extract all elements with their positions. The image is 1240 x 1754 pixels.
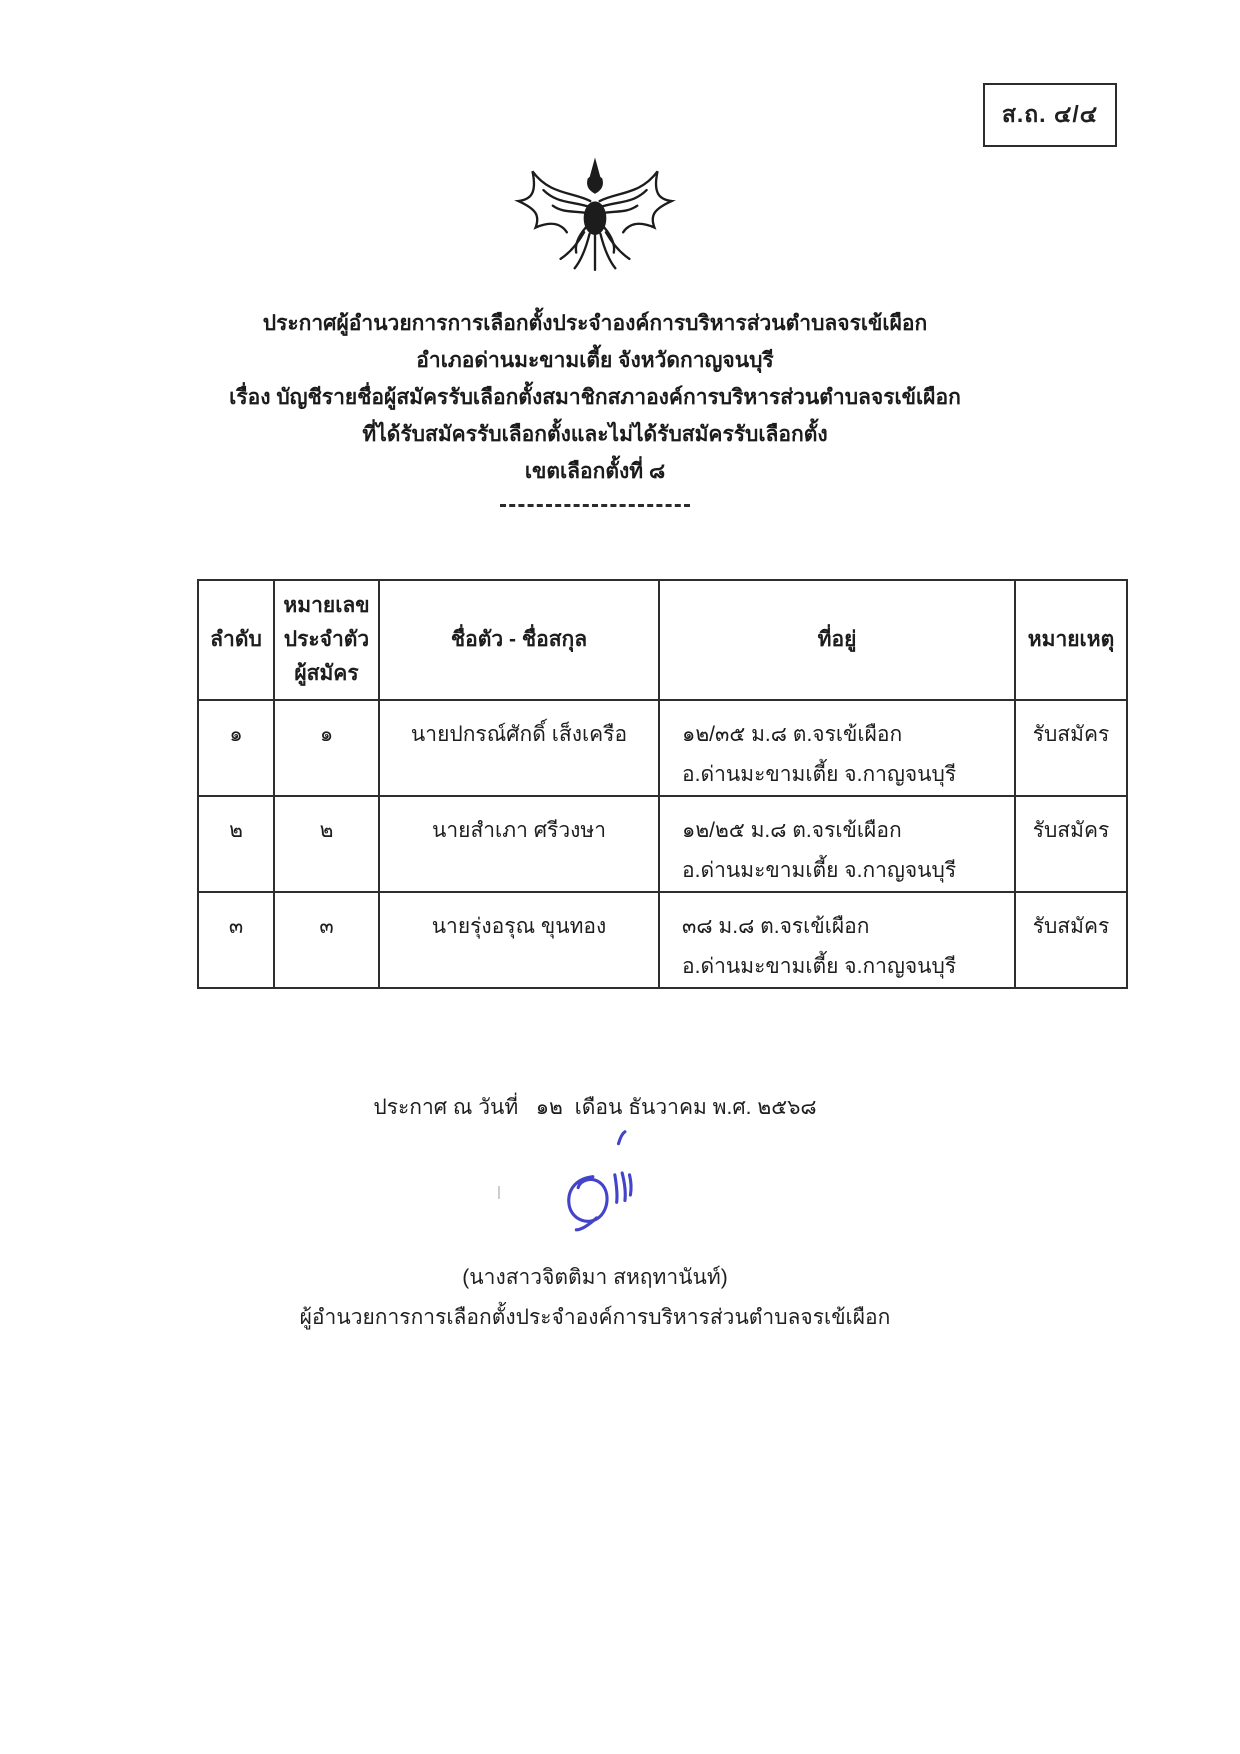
title-line-5: เขตเลือกตั้งที่ ๘ xyxy=(524,460,666,483)
cell-number: ๓ xyxy=(274,892,379,988)
cell-remark: รับสมัคร xyxy=(1015,892,1127,988)
cell-remark: รับสมัคร xyxy=(1015,796,1127,892)
cell-no: ๒ xyxy=(198,796,274,892)
table-row xyxy=(198,700,1127,796)
title-line-2: อำเภอด่านมะขามเตี้ย จังหวัดกาญจนบุรี xyxy=(416,349,774,372)
cell-no: ๓ xyxy=(198,892,274,988)
form-code-box xyxy=(983,83,1117,147)
address-line-1: ๑๒/๓๕ ม.๘ ต.จรเข้เผือก xyxy=(682,723,903,746)
header-candidate-number xyxy=(274,580,379,700)
header-address: ที่อยู่ xyxy=(659,580,1015,700)
header-no: ลำดับ xyxy=(198,580,274,700)
signer-title: ผู้อำนวยการการเลือกตั้งประจำองค์การบริหารส่วนตำบลจรเข้เผือก xyxy=(299,1306,891,1329)
document-content xyxy=(0,143,1190,1338)
header-candidate-number-line1: หมายเลข xyxy=(283,594,370,617)
table-row xyxy=(198,892,1127,988)
address-line-2: อ.ด่านมะขามเตี้ย จ.กาญจนบุรี xyxy=(682,859,957,882)
table-row xyxy=(198,796,1127,892)
title-line-4: ที่ได้รับสมัครรับเลือกตั้งและไม่ได้รับสมัครรับเลือกตั้ง xyxy=(362,423,828,446)
candidates-table xyxy=(197,579,1128,989)
signature-block xyxy=(18,1128,1208,1240)
address-line-2: อ.ด่านมะขามเตี้ย จ.กาญจนบุรี xyxy=(682,763,957,786)
address-line-2: อ.ด่านมะขามเตี้ย จ.กาญจนบุรี xyxy=(682,955,957,978)
title-block xyxy=(0,305,1190,490)
scan-stray-mark xyxy=(498,1186,500,1199)
address-line-1: ๑๒/๒๕ ม.๘ ต.จรเข้เผือก xyxy=(682,819,902,842)
garuda-emblem-icon xyxy=(509,143,681,295)
header-candidate-number-line2: ประจำตัว xyxy=(283,628,370,651)
cell-address xyxy=(659,796,1015,892)
cell-name: นายรุ่งอรุณ ขุนทอง xyxy=(379,892,659,988)
cell-remark: รับสมัคร xyxy=(1015,700,1127,796)
cell-address xyxy=(659,700,1015,796)
table-header-row xyxy=(198,580,1127,700)
cell-name: นายปกรณ์ศักดิ์ เส็งเครือ xyxy=(379,700,659,796)
title-line-1: ประกาศผู้อำนวยการการเลือกตั้งประจำองค์การบริหารส่วนตำบลจรเข้เผือก xyxy=(262,312,928,335)
header-name: ชื่อตัว - ชื่อสกุล xyxy=(379,580,659,700)
garuda-emblem xyxy=(0,143,1190,295)
signature-icon xyxy=(558,1128,668,1240)
divider-dashes xyxy=(500,504,690,507)
form-code: ส.ถ. ๔/๔ xyxy=(1001,101,1099,127)
announcement-date: ประกาศ ณ วันที่ ๑๒ เดือน ธันวาคม พ.ศ. ๒๕๖๘ xyxy=(373,1096,817,1119)
header-candidate-number-line3: ผู้สมัคร xyxy=(294,662,359,685)
cell-number: ๒ xyxy=(274,796,379,892)
cell-no: ๑ xyxy=(198,700,274,796)
header-remark: หมายเหตุ xyxy=(1015,580,1127,700)
cell-address xyxy=(659,892,1015,988)
cell-name: นายสำเภา ศรีวงษา xyxy=(379,796,659,892)
address-line-1: ๓๘ ม.๘ ต.จรเข้เผือก xyxy=(682,915,870,938)
title-line-3: เรื่อง บัญชีรายชื่อผู้สมัครรับเลือกตั้งสมาชิกสภาองค์การบริหารส่วนตำบลจรเข้เผือก xyxy=(229,386,961,409)
cell-number: ๑ xyxy=(274,700,379,796)
signer-name: (นางสาวจิตติมา สหฤทานันท์) xyxy=(462,1266,728,1289)
